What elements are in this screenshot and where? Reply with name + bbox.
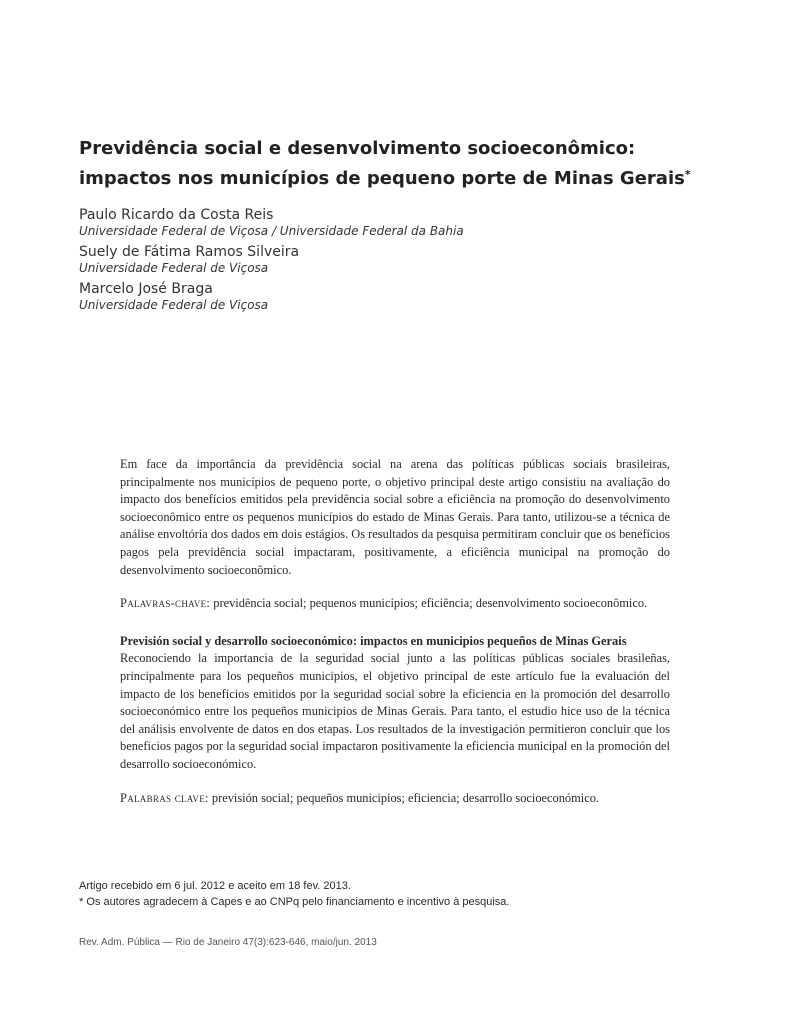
author-name: Suely de Fátima Ramos Silveira (79, 244, 300, 260)
title-footnote-marker: * (684, 168, 691, 181)
abstract-es-title: Previsión social y desarrollo socioeconómico: impactos en municipios pequeños de Minas Gerais (120, 633, 627, 648)
article-title-text: Previdência social e desenvolvimento socioeconômico: impactos nos municípios de pequeno porte de Minas Gerais (79, 138, 685, 189)
keywords-es-values: previsión social; pequeños municipios; eficiencia; desarrollo socioeconómico. (211, 790, 599, 805)
keywords-es-label: Palabras clave: (120, 790, 209, 805)
received-note: Artigo recebido em 6 jul. 2012 e aceito em 18 fev. 2013. (79, 880, 351, 892)
author-name: Paulo Ricardo da Costa Reis (79, 207, 274, 223)
keywords-pt-label: Palavras-chave: (120, 596, 211, 611)
article-title (79, 136, 719, 192)
author-entry (79, 206, 699, 239)
keywords-pt-values: previdência social; pequenos municípios; eficiência; desenvolvimento socioeconômico. (213, 596, 648, 611)
author-affiliation: Universidade Federal de Viçosa / Universidade Federal da Bahia (79, 224, 464, 238)
keywords-es (120, 790, 670, 808)
author-affiliation: Universidade Federal de Viçosa (79, 298, 269, 312)
author-name: Marcelo José Braga (79, 281, 213, 297)
abstract-pt-text: Em face da importância da previdência social na arena das políticas públicas sociais brasileiras, principalmente nos municípios de pequeno porte, o objetivo principal deste artigo consistiu na avaliação do impacto dos benefícios emitidos pela previdência social sobre a eficiência na promoção do desenvolvimento socioeconômico entre os pequenos municípios do estado de Minas Gerais. Para tanto, utilizou-se a técnica de análise envoltória dos dados em dois estágios. Os resultados da pesquisa permitiram concluir que os benefícios pagos pela previdência social impactaram, positivamente, a eficiência municipal na promoção do desenvolvimento socioeconômico. (120, 457, 670, 577)
abstract-es-text: Reconociendo la importancia de la seguridad social junto a las políticas públicas sociales brasileñas, principalmente para los pequeños municipios, el objetivo principal de este artículo fue la evaluación del impacto de los beneficios emitidos por la seguridad social sobre la eficiencia en la promoción del desarrollo socioeconómico entre los pequeños municipios de Minas Gerais. Para tanto, el estudio hice uso de la técnica del análisis envolvente de datos en dos etapas. Los resultados de la investigación permitieron concluir que los beneficios pagos por la seguridad social impactaron positivamente la eficiencia municipal en la promoción del desarrollo socioeconómico. (120, 651, 670, 771)
journal-citation-footer: Rev. Adm. Pública — Rio de Janeiro 47(3):623-646, maio/jun. 2013 (79, 937, 377, 948)
footnotes (79, 878, 679, 910)
author-entry (79, 280, 699, 313)
author-affiliation: Universidade Federal de Viçosa (79, 261, 269, 275)
keywords-pt (120, 595, 670, 613)
abstract-section (120, 456, 670, 807)
acknowledgment-note: * Os autores agradecem à Capes e ao CNPq pelo financiamento e incentivo à pesquisa. (79, 896, 510, 908)
author-list (79, 206, 699, 317)
author-entry (79, 243, 699, 276)
